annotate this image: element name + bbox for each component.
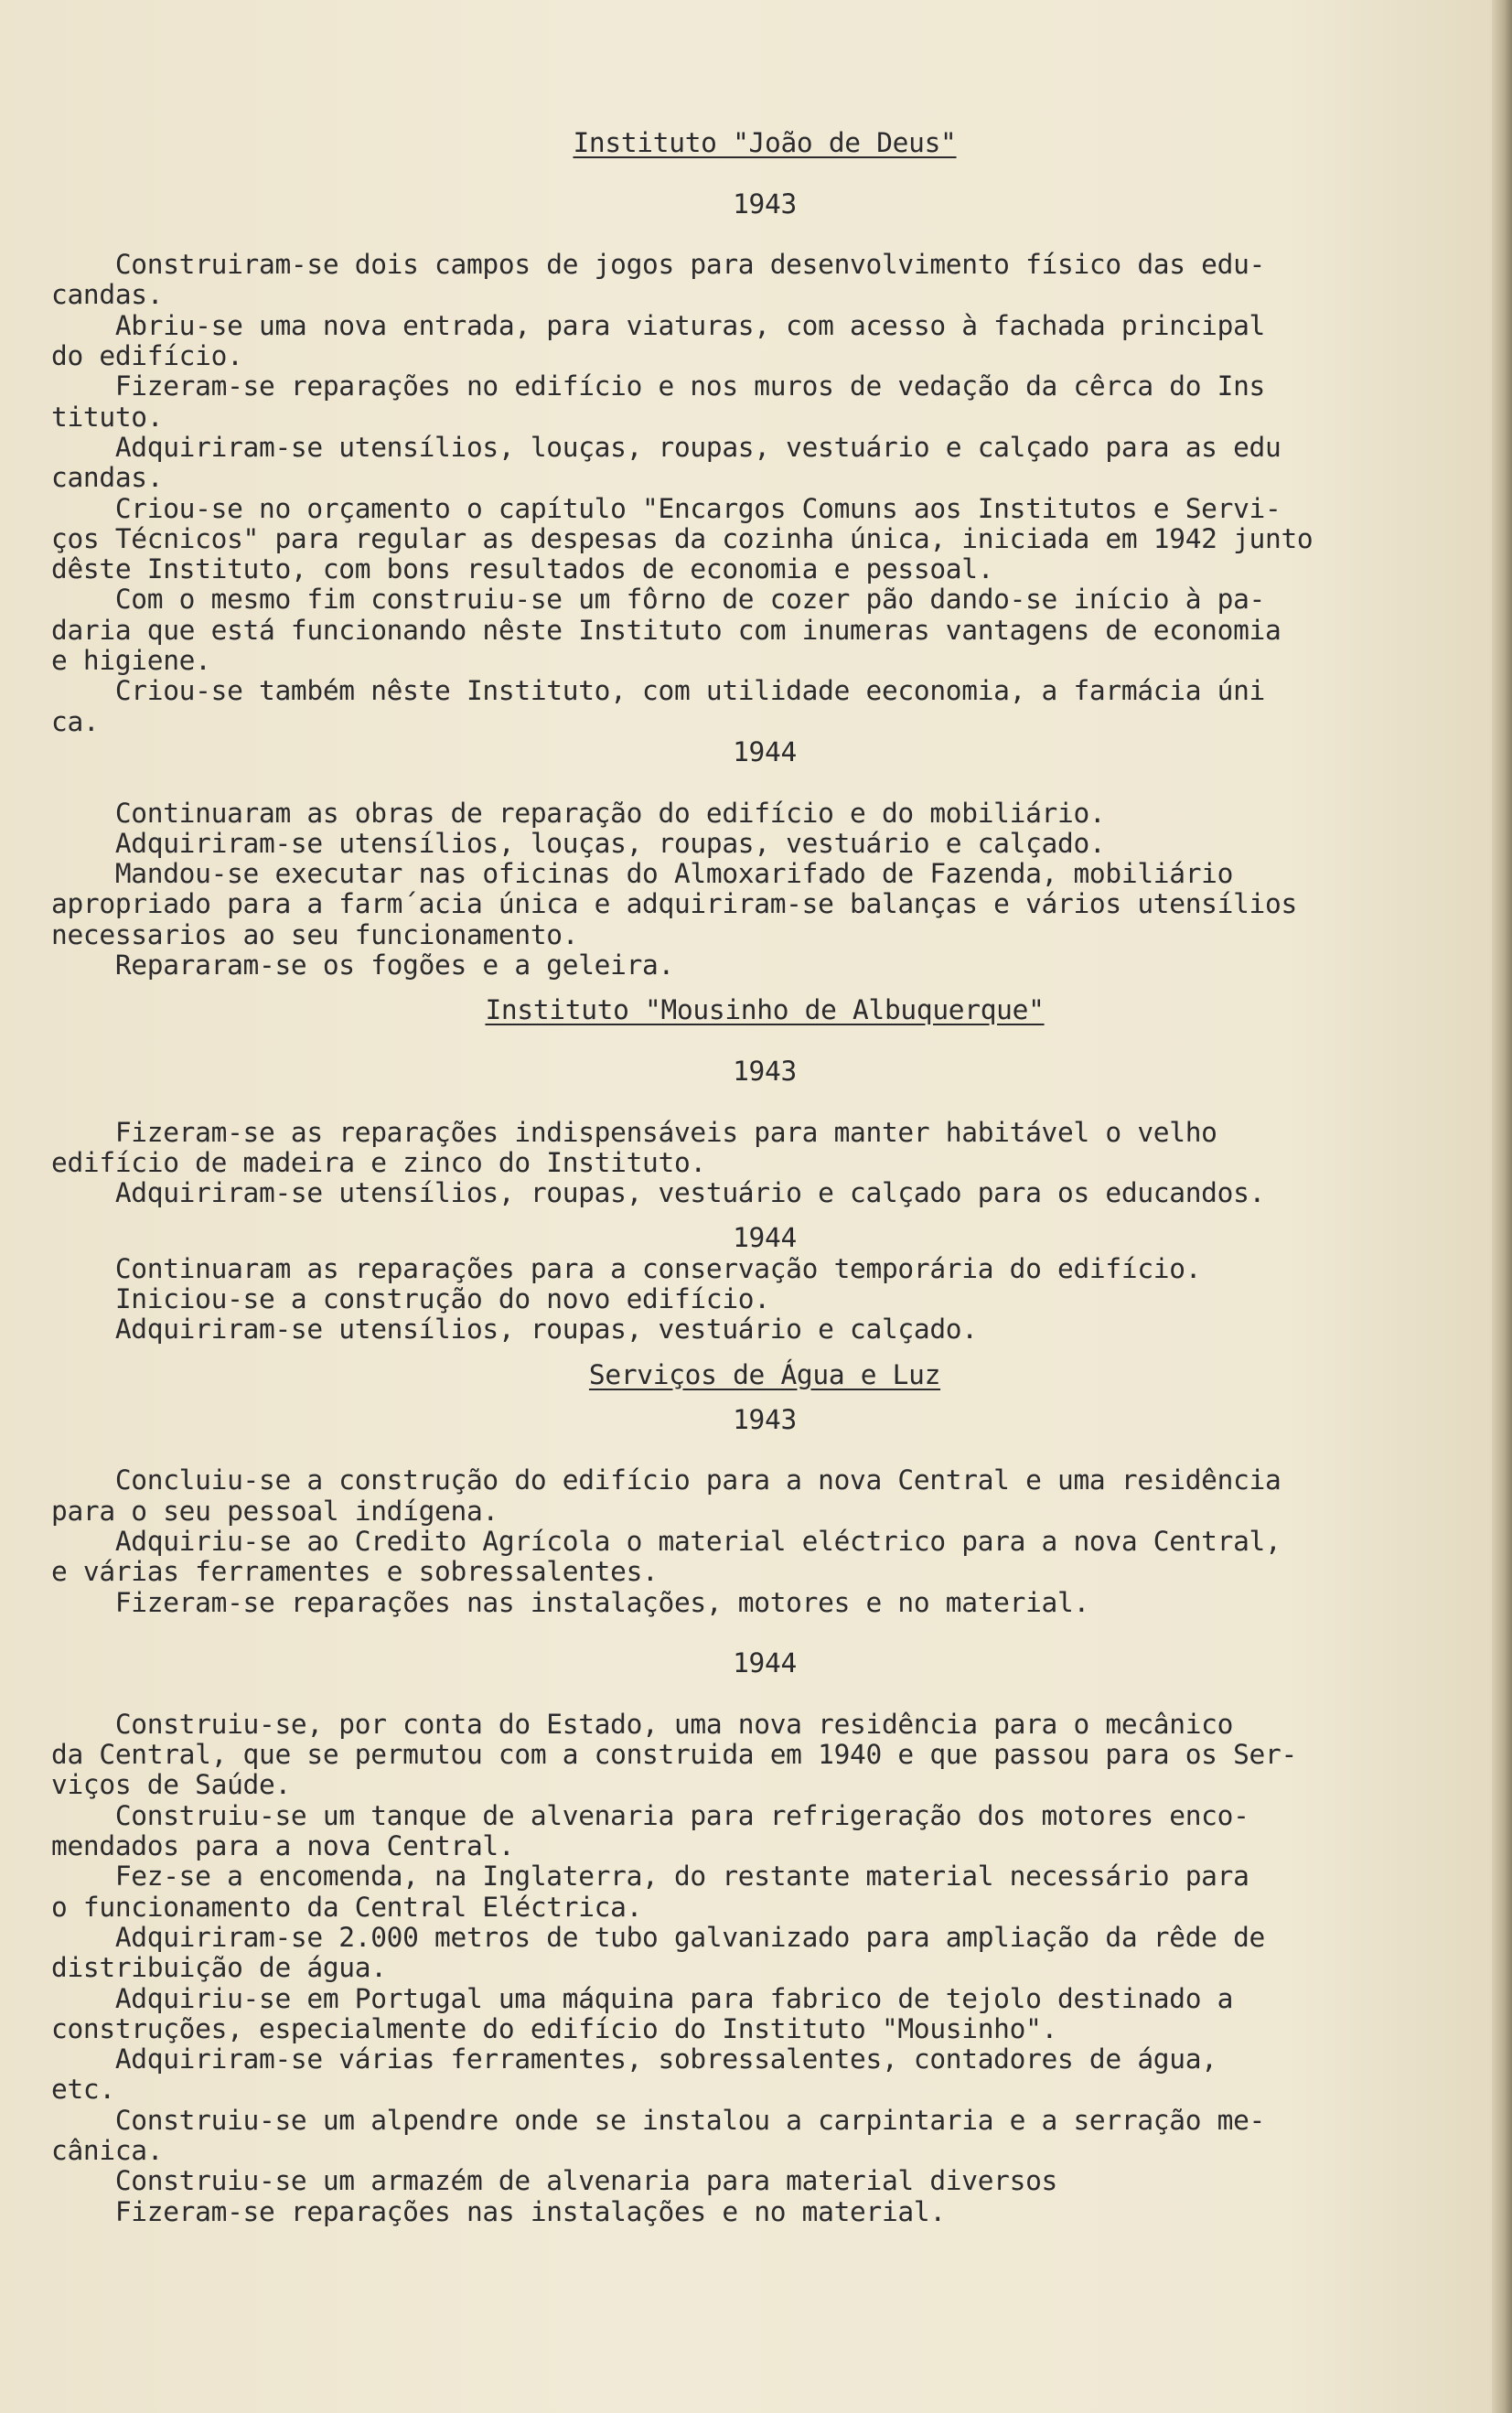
text-line: Com o mesmo fim construiu-se um fôrno de cozer pão dando-se início à pa- — [51, 584, 1265, 616]
paragraph-block — [51, 1118, 1478, 1209]
text-line: Iniciou-se a construção do novo edifício. — [51, 1282, 770, 1314]
text-line: Fez-se a encomenda, na Inglaterra, do restante material necessário para — [51, 1861, 1249, 1893]
section-heading-joao-de-deus: Instituto "João de Deus" — [573, 127, 957, 158]
text-line: Construiu-se, por conta do Estado, uma nova residência para o mecânico — [51, 1708, 1234, 1740]
text-line: Concluiu-se a construção do edifício para a nova Central e uma residência — [51, 1464, 1281, 1496]
text-line: Construiram-se dois campos de jogos para desenvolvimento físico das edu- — [51, 249, 1265, 281]
text-line: o funcionamento da Central Eléctrica. — [51, 1891, 643, 1923]
text-line: Continuaram as obras de reparação do edifício e do mobiliário. — [51, 797, 1106, 829]
text-line: viços de Saúde. — [51, 1769, 291, 1801]
paragraph-block — [51, 799, 1478, 981]
text-line: candas. — [51, 462, 164, 494]
text-line: Adquiriram-se 2.000 metros de tubo galvanizado para ampliação da rêde de — [51, 1921, 1265, 1953]
year-heading: 1943 — [733, 188, 797, 220]
year-heading: 1943 — [733, 1403, 797, 1435]
page-edge — [1492, 0, 1512, 2413]
text-line: Abriu-se uma nova entrada, para viaturas, com acesso à fachada principal — [51, 309, 1265, 341]
section-heading-agua-e-luz: Serviços de Água e Luz — [588, 1358, 941, 1390]
text-line: Construiu-se um tanque de alvenaria para refrigeração dos motores enco- — [51, 1799, 1249, 1831]
text-line: Fizeram-se reparações nas instalações, motores e no material. — [51, 1586, 1089, 1618]
text-line: necessarios ao seu funcionamento. — [51, 918, 579, 950]
paragraph-block — [51, 1710, 1478, 2227]
text-line: candas. — [51, 279, 164, 311]
text-line: Fizeram-se reparações nas instalações e no material. — [51, 2195, 946, 2227]
text-line: Adquiriram-se utensílios, roupas, vestuário e calçado para os educandos. — [51, 1177, 1265, 1209]
text-line: Fizeram-se as reparações indispensáveis para manter habitável o velho — [51, 1116, 1217, 1148]
text-line: distribuição de água. — [51, 1952, 387, 1984]
paragraph-block — [51, 1254, 1478, 1346]
year-heading: 1943 — [733, 1055, 797, 1087]
text-line: apropriado para a farm´acia única e adquiriram-se balanças e vários utensílios — [51, 888, 1297, 920]
text-line: Adquiriu-se em Portugal uma máquina para fabrico de tejolo destinado a — [51, 1982, 1234, 2014]
text-line: edifício de madeira e zinco do Instituto. — [51, 1146, 706, 1178]
text-line: etc. — [51, 2074, 115, 2106]
text-line: Fizeram-se reparações no edifício e nos muros de vedação da cêrca do Ins — [51, 370, 1265, 402]
document-page — [51, 128, 1478, 2227]
text-line: Adquiriu-se ao Credito Agrícola o material eléctrico para a nova Central, — [51, 1526, 1281, 1558]
paragraph-block — [51, 1465, 1478, 1617]
text-line: Construiu-se um alpendre onde se instalou a carpintaria e a serração me- — [51, 2104, 1265, 2136]
text-line: do edifício. — [51, 340, 243, 372]
text-line: Adquiriram-se utensílios, roupas, vestuário e calçado. — [51, 1314, 978, 1346]
text-line: construções, especialmente do edifício do Instituto "Mousinho". — [51, 2012, 1058, 2044]
text-line: para o seu pessoal indígena. — [51, 1495, 499, 1527]
text-line: Construiu-se um armazém de alvenaria para material diversos — [51, 2165, 1058, 2197]
year-heading: 1944 — [733, 1647, 797, 1679]
text-line: dêste Instituto, com bons resultados de economia e pessoal. — [51, 553, 994, 585]
text-line: Mandou-se executar nas oficinas do Almoxarifado de Fazenda, mobiliário — [51, 858, 1234, 890]
section-heading-mousinho: Instituto "Mousinho de Albuquerque" — [485, 994, 1045, 1026]
text-line: da Central, que se permutou com a construida em 1940 e que passou para os Ser- — [51, 1739, 1297, 1771]
text-line: daria que está funcionando nêste Instituto com inumeras vantagens de economia — [51, 614, 1281, 646]
year-heading: 1944 — [733, 735, 797, 767]
text-line: Repararam-se os fogões e a geleira. — [51, 949, 674, 981]
text-line: Adquiriram-se utensílios, louças, roupas, vestuário e calçado para as edu — [51, 431, 1281, 463]
paragraph-block — [51, 250, 1478, 737]
text-line: cânica. — [51, 2135, 164, 2166]
text-line: Adquiriram-se utensílios, louças, roupas, vestuário e calçado. — [51, 827, 1106, 859]
text-line: ca. — [51, 705, 100, 737]
text-line: Continuaram as reparações para a conservação temporária do edifício. — [51, 1252, 1202, 1284]
text-line: ços Técnicos" para regular as despesas da cozinha única, iniciada em 1942 junto — [51, 522, 1314, 554]
text-line: mendados para a nova Central. — [51, 1830, 515, 1862]
text-line: Criou-se também nêste Instituto, com utilidade eeconomia, a farmácia úni — [51, 675, 1265, 707]
text-line: Criou-se no orçamento o capítulo "Encargos Comuns aos Institutos e Servi- — [51, 492, 1281, 524]
text-line: tituto. — [51, 401, 164, 433]
text-line: e higiene. — [51, 645, 211, 677]
text-line: Adquiriram-se várias ferramentes, sobressalentes, contadores de água, — [51, 2043, 1217, 2075]
year-heading: 1944 — [733, 1222, 797, 1254]
text-line: e várias ferramentes e sobressalentes. — [51, 1556, 659, 1588]
